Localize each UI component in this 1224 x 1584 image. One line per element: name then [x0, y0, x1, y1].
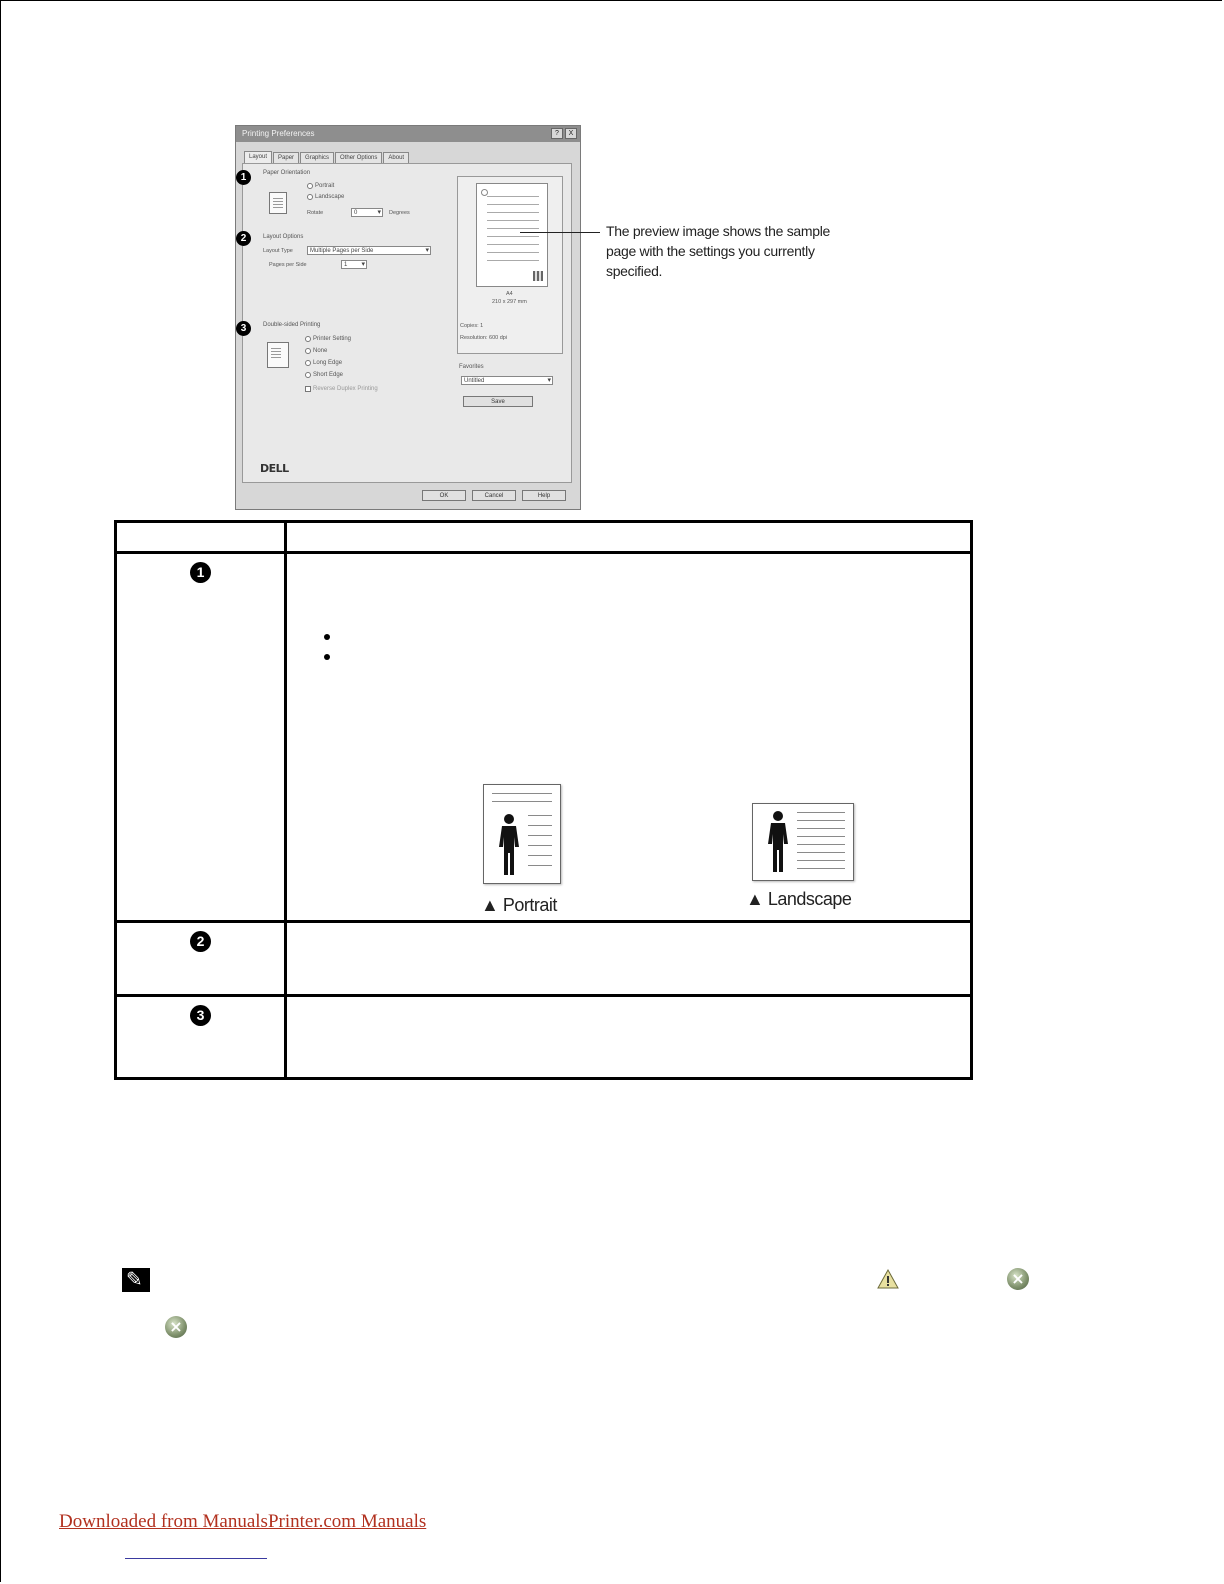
printer-setting-label: Printer Setting [313, 336, 352, 342]
preview-size: A4 [506, 291, 513, 297]
layout-type-label: Layout Type [263, 248, 293, 254]
person-icon [763, 810, 793, 874]
duplex-doc-icon [267, 342, 289, 368]
close-title-button[interactable]: X [565, 128, 577, 139]
preview-callout-text: The preview image shows the sample page with the settings you currently specified. [606, 223, 831, 279]
pages-per-side-combo[interactable]: 1 ▾ [341, 260, 367, 269]
tab-other-options[interactable]: Other Options [335, 152, 382, 164]
tab-about[interactable]: About [383, 152, 409, 164]
reverse-duplex-checkbox[interactable] [305, 386, 311, 392]
landscape-label: Landscape [315, 194, 345, 200]
degrees-label: Degrees [389, 210, 410, 216]
person-icon [494, 813, 524, 877]
pages-per-side-label: Pages per Side [269, 262, 307, 268]
favorites-label: Favorites [459, 364, 484, 370]
note-pencil-icon [122, 1268, 150, 1292]
portrait-radio[interactable] [307, 183, 313, 189]
none-label: None [313, 348, 328, 354]
layout-cell [286, 922, 972, 996]
marker-cell [116, 553, 286, 922]
dialog-marker-3: 3 [236, 321, 251, 336]
table-row [116, 996, 972, 1079]
long-edge-label: Long Edge [313, 360, 343, 366]
copies-text: Copies: 1 [460, 323, 484, 329]
long-edge-radio[interactable] [305, 360, 311, 366]
help-title-button[interactable]: ? [551, 128, 563, 139]
short-edge-option[interactable] [305, 372, 343, 378]
table-header-cell [286, 522, 972, 553]
dialog-marker-2: 2 [236, 231, 251, 246]
resolution-text: Resolution: 600 dpi [460, 335, 508, 341]
rotate-label: Rotate [307, 210, 324, 216]
tab-paper[interactable]: Paper [273, 152, 299, 164]
dialog-title: Printing Preferences [242, 129, 315, 138]
orientation-doc-icon [269, 192, 287, 214]
none-option[interactable] [305, 348, 327, 354]
portrait-label: Portrait [315, 183, 335, 189]
favorites-save-button[interactable]: Save [463, 396, 533, 407]
tab-layout[interactable]: Layout [244, 151, 272, 164]
callout-line [520, 232, 600, 233]
preview-dims: 210 x 297 mm [492, 299, 527, 305]
footer-rule [125, 1558, 267, 1559]
portrait-figure [483, 784, 561, 884]
ok-button[interactable]: OK [422, 490, 466, 501]
preview-frame [457, 176, 563, 354]
cancel-button[interactable]: Cancel [472, 490, 516, 501]
duplex-cell [286, 996, 972, 1079]
landscape-caption: ▲ Landscape [746, 889, 852, 909]
marker-2: 2 [190, 931, 211, 952]
reverse-duplex-label: Reverse Duplex Printing [313, 386, 378, 392]
portrait-caption: ▲ Portrait [481, 895, 557, 915]
printing-preferences-dialog [235, 125, 581, 510]
dialog-marker-1: 1 [236, 170, 251, 185]
layout-tab-panel [242, 163, 572, 483]
landscape-option[interactable] [307, 194, 344, 200]
preview-page [476, 183, 548, 287]
orientation-group-label: Paper Orientation [263, 170, 311, 176]
table-row [116, 922, 972, 996]
error-status-icon [1007, 1268, 1029, 1290]
rotate-combo[interactable]: 0 ▾ [351, 208, 383, 217]
marker-cell [116, 996, 286, 1079]
portrait-option[interactable] [307, 183, 334, 189]
reverse-duplex-option[interactable] [305, 386, 378, 392]
dell-logo: DELL [260, 462, 289, 475]
marker-cell [116, 922, 286, 996]
table-header-row [116, 522, 972, 553]
help-button[interactable]: Help [522, 490, 566, 501]
long-edge-option[interactable] [305, 360, 342, 366]
dialog-title-bar [236, 126, 580, 142]
footer-download-link[interactable]: Downloaded from ManualsPrinter.com Manuals [59, 1511, 427, 1532]
landscape-figure [752, 803, 854, 881]
landscape-radio[interactable] [307, 194, 313, 200]
printer-setting-option[interactable] [305, 336, 351, 342]
error-status-icon-2 [165, 1316, 187, 1338]
orientation-cell [286, 553, 972, 922]
tab-graphics[interactable]: Graphics [300, 152, 334, 164]
short-edge-label: Short Edge [313, 372, 344, 378]
layout-type-combo[interactable]: Multiple Pages per Side ▾ [307, 246, 431, 255]
printer-setting-radio[interactable] [305, 336, 311, 342]
short-edge-radio[interactable] [305, 372, 311, 378]
duplex-group-label: Double-sided Printing [263, 322, 321, 328]
marker-3: 3 [190, 1005, 211, 1026]
marker-1: 1 [190, 562, 211, 583]
table-header-cell [116, 522, 286, 553]
none-radio[interactable] [305, 348, 311, 354]
favorites-combo[interactable]: Untitled ▾ [461, 376, 553, 385]
layout-group-label: Layout Options [263, 234, 304, 240]
printer-warning-icon [877, 1268, 899, 1290]
